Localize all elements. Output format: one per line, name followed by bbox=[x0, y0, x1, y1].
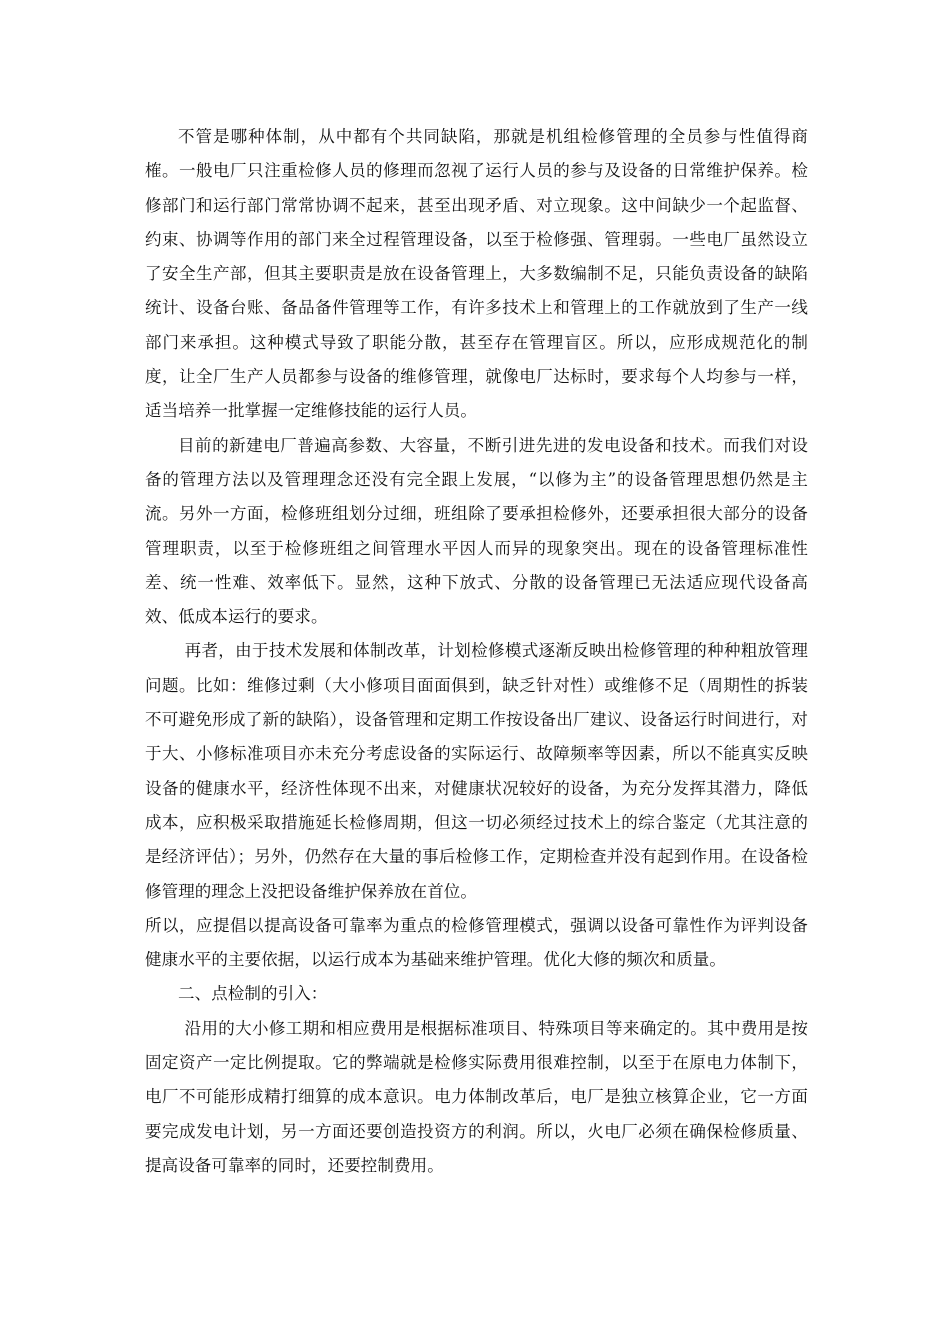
paragraph-reliability-recommendation: 所以，应提倡以提高设备可靠率为重点的检修管理模式，强调以设备可靠性作为评判设备健康水平的主要依据，以运行成本为基础来维护管理。优化大修的频次和质量。 bbox=[145, 915, 808, 970]
paragraph-planned-maintenance-problems: 再者，由于技术发展和体制改革，计划检修模式逐渐反映出检修管理的种种粗放管理问题。比如：维修过剩（大小修项目面面俱到，缺乏针对性）或维修不足（周期性的拆装不可避免形成了新的缺陷），设备管理和定期工作按设备出厂建议、设备运行时间进行，对于大、小修标准项目亦未充分考虑设备的实际运行、故障频率等因素，所以不能真实反映设备的健康水平，经济性体现不出来，对健康状况较好的设备，为充分发挥其潜力，降低成本，应积极采取措施延长检修周期，但这一切必须经过技术上的综合鉴定（尤其注意的是经济评估）；另外，仍然存在大量的事后检修工作，定期检查并没有起到作用。在设备检修管理的理念上没把设备维护保养放在首位。 bbox=[145, 641, 808, 901]
paragraph-full-participation: 不管是哪种体制，从中都有个共同缺陷，那就是机组检修管理的全员参与性值得商榷。一般电厂只注重检修人员的修理而忽视了运行人员的参与及设备的日常维护保养。检修部门和运行部门常常协调不起来，甚至出现矛盾、对立现象。这中间缺少一个起监督、约束、协调等作用的部门来全过程管理设备，以至于检修强、管理弱。一些电厂虽然设立了安全生产部，但其主要职责是放在设备管理上，大多数编制不足，只能负责设备的缺陷统计、设备台账、备品备件管理等工作，有许多技术上和管理上的工作就放到了生产一线部门来承担。这种模式导致了职能分散，甚至存在管理盲区。所以，应形成规范化的制度，让全厂生产人员都参与设备的维修管理，就像电厂达标时，要求每个人均参与一样，适当培养一批掌握一定维修技能的运行人员。 bbox=[145, 127, 808, 421]
section-heading-point-inspection: 二、点检制的引入： bbox=[178, 984, 328, 1004]
paragraph-new-power-plants: 目前的新建电厂普遍高参数、大容量，不断引进先进的发电设备和技术。而我们对设备的管理方法以及管理理念还没有完全跟上发展，“以修为主”的设备管理思想仍然是主流。另外一方面，检修班组划分过细，班组除了要承担检修外，还要承担很大部分的设备管理职责，以至于检修班组之间管理水平因人而异的现象突出。现在的设备管理标准性差、统一性难、效率低下。显然，这种下放式、分散的设备管理已无法适应现代设备高效、低成本运行的要求。 bbox=[145, 435, 808, 627]
document-body bbox=[145, 120, 808, 1183]
paragraph-cost-control: 沿用的大小修工期和相应费用是根据标准项目、特殊项目等来确定的。其中费用是按固定资产一定比例提取。它的弊端就是检修实际费用很难控制，以至于在原电力体制下，电厂不可能形成精打细算的成本意识。电力体制改革后，电厂是独立核算企业，它一方面要完成发电计划，另一方面还要创造投资方的利润。所以，火电厂必须在确保检修质量、提高设备可靠率的同时，还要控制费用。 bbox=[145, 1018, 808, 1175]
